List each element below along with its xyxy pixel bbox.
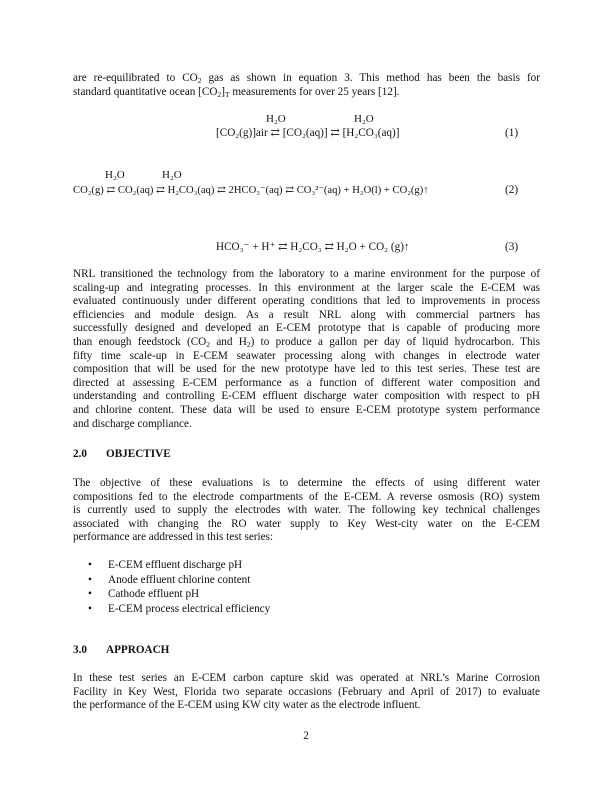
section-3-heading: [73, 644, 169, 658]
list-item: • E-CEM process electrical efficiency: [88, 602, 271, 615]
nrl-paragraph: [73, 268, 540, 431]
nrl-line-8: composition that will be used for the new prototype have led to this test series. These test are: [73, 363, 540, 376]
nrl-line-9: directed at assessing E-CEM performance as a function of different water composition and: [73, 376, 540, 389]
approach-line-1: In these test series an E-CEM carbon capture skid was operated at NRL’s Marine Corrosion: [73, 672, 540, 684]
bullet-icon: •: [88, 573, 92, 586]
objective-paragraph: [73, 477, 540, 545]
eq1-water-label-a: H₂O: [266, 113, 286, 125]
nrl-line-1: NRL transitioned the technology from the laboratory to a marine environment for the purpose of: [73, 268, 540, 280]
list-item: • E-CEM effluent discharge pH: [88, 559, 243, 571]
eq1-number: (1): [505, 127, 519, 139]
nrl-line-4: efficiencies and module design. As a result NRL along with commercial partners has: [73, 308, 540, 321]
bullet-icon: •: [88, 588, 92, 600]
objective-line-5: performance are addressed in this test series:: [73, 531, 274, 544]
objective-line-4: associated with changing the RO water supply to Key West-city water on the E-CEM: [73, 517, 540, 530]
nrl-line-2: scaling-up and integrating processes. In this environment at the larger scale the E-CEM was: [73, 281, 540, 294]
nrl-line-6: than enough feedstock ($CO_2$ and $H_2$) to produce a gallon per day of liquid hydrocarbon. This: [73, 335, 541, 349]
objective-line-2: compositions fed to the electrode compartments of the E-CEM. A reverse osmosis (RO) system: [73, 490, 540, 503]
intro-line-2: standard quantitative ocean $[CO_2]_T$ measurements for over 25 years [12].: [73, 85, 400, 99]
nrl-line-10: understanding and controlling E-CEM effluent discharge water composition with respect to pH: [73, 390, 540, 403]
approach-paragraph: [73, 672, 540, 713]
nrl-line-11: and chlorine content. These data will be used to ensure E-CEM prototype system performance: [73, 403, 540, 416]
intro-paragraph: [73, 72, 540, 99]
eq2-water-label-a: H₂O: [105, 169, 125, 181]
eq1-water-label-b: H₂O: [354, 113, 374, 125]
eq2-expression: CO₂(g) ⇄ CO₂(aq) ⇄ H₂CO₃(aq) ⇄ 2HCO₃⁻(aq) ⇄ CO₃²⁻(aq) + H₂O(l) + CO₂(g)↑: [73, 185, 429, 196]
nrl-line-12: and discharge compliance.: [73, 417, 192, 430]
eq3-number: (3): [505, 241, 519, 253]
list-item: • Anode effluent chlorine content: [88, 573, 251, 586]
intro-line-1: are re-equilibrated to $CO_2$ gas as shown in equation 3. This method has been the basis for: [73, 72, 540, 85]
section-2-heading: [73, 448, 171, 462]
approach-line-3: the performance of the E-CEM using KW city water as the electrode influent.: [73, 699, 421, 712]
nrl-line-3: evaluated continuously under different operating conditions that led to improvements in process: [73, 295, 540, 308]
challenge-list: [73, 559, 533, 617]
section-2-number: 2.0: [73, 448, 87, 460]
page-number: 2: [303, 730, 309, 742]
nrl-line-7: fifty time scale-up in E-CEM seawater processing along with changes in electrode water: [73, 349, 540, 362]
bullet-icon: •: [88, 559, 92, 571]
eq2-number: (2): [505, 184, 519, 196]
nrl-line-5: successfully designed and developed an E-CEM prototype that is capable of producing more: [73, 322, 540, 335]
bullet-icon: •: [88, 602, 92, 615]
eq2-water-label-b: H₂O: [162, 169, 182, 181]
objective-line-1: The objective of these evaluations is to determine the effects of using different water: [73, 477, 540, 489]
section-3-number: 3.0: [73, 644, 87, 656]
eq1-expression: [CO₂(g)]air ⇄ [CO₂(aq)] ⇄ [H₂CO₃(aq)]: [216, 127, 400, 139]
eq3-expression: HCO₃⁻ + H⁺ ⇄ H₂CO₃ ⇄ H₂O + CO₂ (g)↑: [216, 241, 410, 253]
section-3-title: APPROACH: [106, 644, 170, 656]
section-2-title: OBJECTIVE: [106, 448, 171, 460]
objective-line-3: is currently used to supply the electrodes with water. The following key technical challenges: [73, 504, 540, 517]
list-item: • Cathode effluent pH: [88, 588, 200, 600]
approach-line-2: Facility in Key West, Florida two separate occasions (February and April of 2017) to evaluate: [73, 685, 540, 698]
